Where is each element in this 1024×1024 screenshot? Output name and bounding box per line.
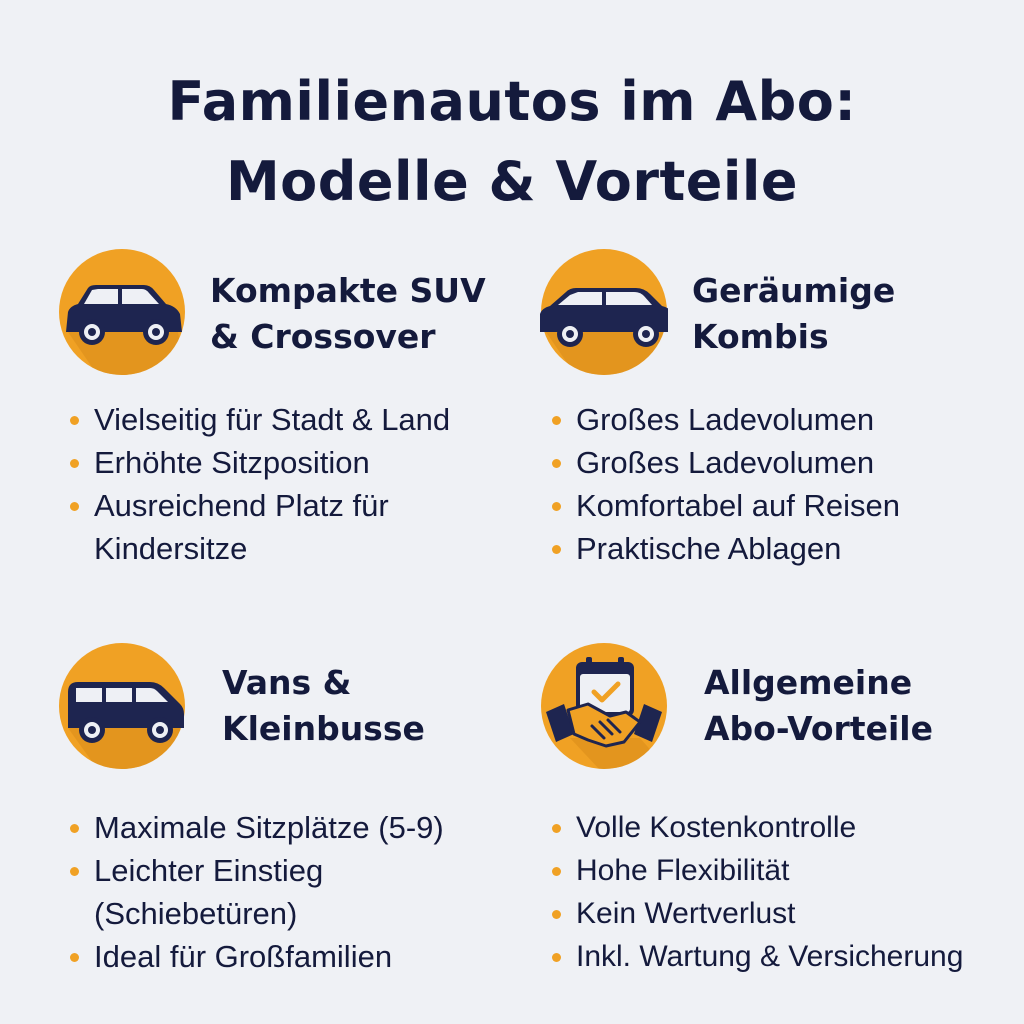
bullet-item: Hohe Flexibilität <box>552 849 1022 892</box>
section-heading-line-1: Kompakte SUV <box>210 271 486 310</box>
bullet-dot-icon <box>70 824 79 833</box>
bullet-dot-icon <box>552 824 561 833</box>
bullet-item: Kein Wertverlust <box>552 892 1022 935</box>
bullet-dot-icon <box>552 910 561 919</box>
bullet-item: Großes Ladevolumen <box>552 398 1022 441</box>
bullet-dot-icon <box>70 502 79 511</box>
station-wagon-icon <box>540 248 668 376</box>
bullet-dot-icon <box>70 459 79 468</box>
section-subscription-benefits <box>540 642 1020 1002</box>
section-heading-line-2: Kombis <box>692 317 829 356</box>
section-heading-line-2: Abo-Vorteile <box>704 709 933 748</box>
bullet-item: Großes Ladevolumen <box>552 441 1022 484</box>
section-vans-minibuses <box>58 642 538 1002</box>
section-spacious-wagons <box>540 248 1020 608</box>
bullet-item: Ideal für Großfamilien <box>70 935 540 978</box>
section-heading-line-1: Allgemeine <box>704 663 913 702</box>
bullet-list <box>70 806 540 978</box>
page-title-line-1: Familienautos im Abo: <box>167 70 857 133</box>
bullet-dot-icon <box>552 502 561 511</box>
bullet-item: Praktische Ablagen <box>552 527 1022 570</box>
page-title <box>0 62 1024 222</box>
bullet-list <box>552 806 1022 978</box>
bullet-item: Leichter Einstieg (Schiebetüren) <box>70 849 540 935</box>
bullet-list <box>70 398 540 570</box>
suv-car-icon <box>58 248 186 376</box>
section-heading <box>210 268 540 360</box>
bullet-item: Maximale Sitzplätze (5-9) <box>70 806 540 849</box>
bullet-dot-icon <box>552 867 561 876</box>
bullet-dot-icon <box>70 953 79 962</box>
section-heading <box>222 660 552 752</box>
bullet-item: Komfortabel auf Reisen <box>552 484 1022 527</box>
bullet-dot-icon <box>552 545 561 554</box>
bullet-item: Erhöhte Sitzposition <box>70 441 540 484</box>
bullet-dot-icon <box>552 953 561 962</box>
bullet-item: Vielseitig für Stadt & Land <box>70 398 540 441</box>
section-heading-line-2: Kleinbusse <box>222 709 425 748</box>
bullet-item: Inkl. Wartung & Versicherung <box>552 935 1022 978</box>
page-title-line-2: Modelle & Vorteile <box>225 150 799 213</box>
bullet-dot-icon <box>70 867 79 876</box>
bullet-item: Ausreichend Platz für Kindersitze <box>70 484 540 570</box>
bullet-dot-icon <box>552 416 561 425</box>
section-heading <box>704 660 1024 752</box>
bullet-dot-icon <box>552 459 561 468</box>
bullet-dot-icon <box>70 416 79 425</box>
section-heading-line-2: & Crossover <box>210 317 436 356</box>
bullet-list <box>552 398 1022 570</box>
section-heading <box>692 268 1022 360</box>
bullet-item: Volle Kostenkontrolle <box>552 806 1022 849</box>
section-compact-suv <box>58 248 538 608</box>
calendar-handshake-icon <box>540 642 668 770</box>
section-heading-line-1: Vans & <box>222 663 352 702</box>
van-icon <box>58 642 186 770</box>
section-heading-line-1: Geräumige <box>692 271 896 310</box>
